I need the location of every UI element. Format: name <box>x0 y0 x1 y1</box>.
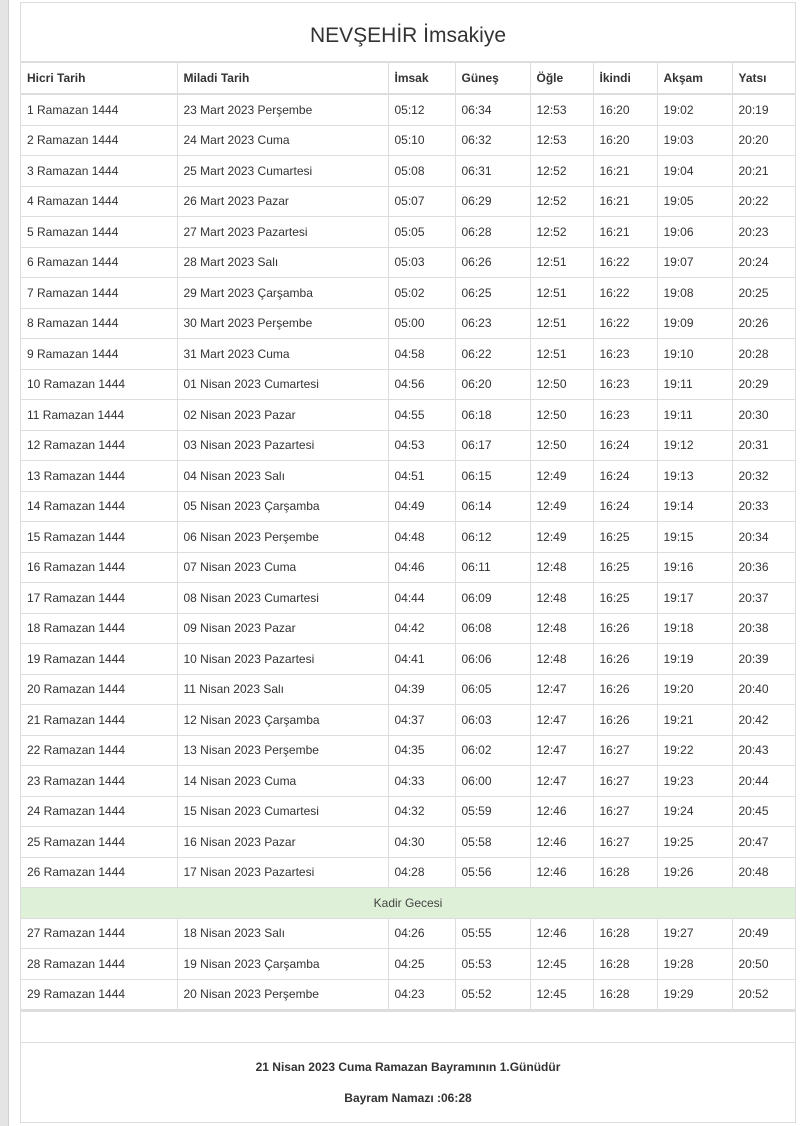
cell-imsak: 04:49 <box>388 491 455 522</box>
cell-ikindi: 16:22 <box>593 247 657 278</box>
cell-hicri-tarih: 27 Ramazan 1444 <box>21 918 177 949</box>
cell-ikindi: 16:27 <box>593 735 657 766</box>
cell-imsak: 04:25 <box>388 949 455 980</box>
cell-imsak: 04:55 <box>388 400 455 431</box>
cell-ogle: 12:46 <box>530 918 593 949</box>
cell-ikindi: 16:22 <box>593 308 657 339</box>
imsakiye-table <box>21 63 795 1010</box>
cell-ikindi: 16:24 <box>593 491 657 522</box>
cell-ogle: 12:53 <box>530 94 593 125</box>
table-row <box>21 369 795 400</box>
cell-ogle: 12:47 <box>530 766 593 797</box>
cell-miladi-tarih: 19 Nisan 2023 Çarşamba <box>177 949 388 980</box>
cell-imsak: 04:53 <box>388 430 455 461</box>
cell-yatsi: 20:30 <box>732 400 795 431</box>
cell-aksam: 19:11 <box>657 369 732 400</box>
table-row <box>21 522 795 553</box>
cell-hicri-tarih: 28 Ramazan 1444 <box>21 949 177 980</box>
cell-ikindi: 16:27 <box>593 766 657 797</box>
cell-imsak: 04:51 <box>388 461 455 492</box>
cell-yatsi: 20:48 <box>732 857 795 888</box>
cell-miladi-tarih: 31 Mart 2023 Cuma <box>177 339 388 370</box>
table-row <box>21 796 795 827</box>
cell-hicri-tarih: 11 Ramazan 1444 <box>21 400 177 431</box>
cell-hicri-tarih: 25 Ramazan 1444 <box>21 827 177 858</box>
cell-imsak: 04:35 <box>388 735 455 766</box>
cell-hicri-tarih: 20 Ramazan 1444 <box>21 674 177 705</box>
table-row <box>21 918 795 949</box>
cell-ikindi: 16:25 <box>593 522 657 553</box>
cell-ikindi: 16:25 <box>593 583 657 614</box>
table-row <box>21 766 795 797</box>
cell-miladi-tarih: 30 Mart 2023 Perşembe <box>177 308 388 339</box>
cell-ikindi: 16:23 <box>593 339 657 370</box>
cell-ogle: 12:47 <box>530 705 593 736</box>
cell-gunes: 05:59 <box>455 796 530 827</box>
cell-ikindi: 16:26 <box>593 613 657 644</box>
cell-yatsi: 20:52 <box>732 979 795 1010</box>
cell-ogle: 12:52 <box>530 156 593 187</box>
cell-hicri-tarih: 23 Ramazan 1444 <box>21 766 177 797</box>
cell-ikindi: 16:28 <box>593 918 657 949</box>
cell-miladi-tarih: 26 Mart 2023 Pazar <box>177 186 388 217</box>
cell-hicri-tarih: 3 Ramazan 1444 <box>21 156 177 187</box>
cell-imsak: 04:46 <box>388 552 455 583</box>
kadir-gecesi-row <box>21 888 795 919</box>
cell-ikindi: 16:26 <box>593 644 657 675</box>
cell-miladi-tarih: 08 Nisan 2023 Cumartesi <box>177 583 388 614</box>
cell-gunes: 06:26 <box>455 247 530 278</box>
table-row <box>21 308 795 339</box>
cell-gunes: 06:05 <box>455 674 530 705</box>
cell-gunes: 06:22 <box>455 339 530 370</box>
cell-ikindi: 16:28 <box>593 949 657 980</box>
cell-hicri-tarih: 5 Ramazan 1444 <box>21 217 177 248</box>
cell-gunes: 06:11 <box>455 552 530 583</box>
cell-yatsi: 20:43 <box>732 735 795 766</box>
cell-hicri-tarih: 4 Ramazan 1444 <box>21 186 177 217</box>
cell-ikindi: 16:23 <box>593 369 657 400</box>
cell-ogle: 12:50 <box>530 400 593 431</box>
cell-gunes: 06:03 <box>455 705 530 736</box>
cell-hicri-tarih: 8 Ramazan 1444 <box>21 308 177 339</box>
cell-gunes: 06:34 <box>455 94 530 125</box>
cell-ogle: 12:49 <box>530 522 593 553</box>
cell-aksam: 19:27 <box>657 918 732 949</box>
cell-yatsi: 20:29 <box>732 369 795 400</box>
cell-ogle: 12:46 <box>530 796 593 827</box>
cell-yatsi: 20:36 <box>732 552 795 583</box>
cell-yatsi: 20:39 <box>732 644 795 675</box>
cell-miladi-tarih: 23 Mart 2023 Perşembe <box>177 94 388 125</box>
cell-yatsi: 20:19 <box>732 94 795 125</box>
cell-aksam: 19:17 <box>657 583 732 614</box>
cell-aksam: 19:13 <box>657 461 732 492</box>
cell-miladi-tarih: 04 Nisan 2023 Salı <box>177 461 388 492</box>
cell-aksam: 19:21 <box>657 705 732 736</box>
cell-hicri-tarih: 18 Ramazan 1444 <box>21 613 177 644</box>
table-row <box>21 735 795 766</box>
cell-yatsi: 20:26 <box>732 308 795 339</box>
cell-ogle: 12:47 <box>530 674 593 705</box>
cell-yatsi: 20:38 <box>732 613 795 644</box>
cell-ogle: 12:49 <box>530 461 593 492</box>
table-row <box>21 857 795 888</box>
cell-miladi-tarih: 10 Nisan 2023 Pazartesi <box>177 644 388 675</box>
cell-yatsi: 20:42 <box>732 705 795 736</box>
cell-yatsi: 20:40 <box>732 674 795 705</box>
cell-ogle: 12:51 <box>530 247 593 278</box>
cell-gunes: 05:58 <box>455 827 530 858</box>
cell-ikindi: 16:28 <box>593 857 657 888</box>
cell-hicri-tarih: 2 Ramazan 1444 <box>21 125 177 156</box>
cell-ikindi: 16:24 <box>593 430 657 461</box>
cell-miladi-tarih: 07 Nisan 2023 Cuma <box>177 552 388 583</box>
cell-aksam: 19:10 <box>657 339 732 370</box>
cell-miladi-tarih: 29 Mart 2023 Çarşamba <box>177 278 388 309</box>
bayram-day-text: 21 Nisan 2023 Cuma Ramazan Bayramının 1.Günüdür <box>255 1060 561 1074</box>
table-row <box>21 217 795 248</box>
cell-miladi-tarih: 01 Nisan 2023 Cumartesi <box>177 369 388 400</box>
cell-miladi-tarih: 28 Mart 2023 Salı <box>177 247 388 278</box>
cell-aksam: 19:28 <box>657 949 732 980</box>
table-row <box>21 430 795 461</box>
table-row <box>21 613 795 644</box>
cell-aksam: 19:11 <box>657 400 732 431</box>
cell-miladi-tarih: 24 Mart 2023 Cuma <box>177 125 388 156</box>
cell-ogle: 12:45 <box>530 949 593 980</box>
cell-yatsi: 20:50 <box>732 949 795 980</box>
cell-ogle: 12:48 <box>530 613 593 644</box>
cell-hicri-tarih: 22 Ramazan 1444 <box>21 735 177 766</box>
cell-ikindi: 16:26 <box>593 674 657 705</box>
cell-gunes: 06:02 <box>455 735 530 766</box>
cell-imsak: 05:08 <box>388 156 455 187</box>
cell-hicri-tarih: 24 Ramazan 1444 <box>21 796 177 827</box>
cell-ikindi: 16:21 <box>593 217 657 248</box>
cell-ogle: 12:52 <box>530 186 593 217</box>
cell-gunes: 06:09 <box>455 583 530 614</box>
table-row <box>21 461 795 492</box>
cell-aksam: 19:29 <box>657 979 732 1010</box>
table-row <box>21 705 795 736</box>
cell-miladi-tarih: 11 Nisan 2023 Salı <box>177 674 388 705</box>
table-header-row <box>21 63 795 94</box>
cell-gunes: 06:23 <box>455 308 530 339</box>
cell-yatsi: 20:47 <box>732 827 795 858</box>
cell-imsak: 04:26 <box>388 918 455 949</box>
table-row <box>21 400 795 431</box>
cell-gunes: 06:15 <box>455 461 530 492</box>
cell-miladi-tarih: 14 Nisan 2023 Cuma <box>177 766 388 797</box>
cell-miladi-tarih: 12 Nisan 2023 Çarşamba <box>177 705 388 736</box>
cell-aksam: 19:16 <box>657 552 732 583</box>
cell-miladi-tarih: 17 Nisan 2023 Pazartesi <box>177 857 388 888</box>
cell-ogle: 12:47 <box>530 735 593 766</box>
cell-gunes: 06:18 <box>455 400 530 431</box>
cell-ogle: 12:51 <box>530 308 593 339</box>
cell-imsak: 04:58 <box>388 339 455 370</box>
cell-yatsi: 20:23 <box>732 217 795 248</box>
cell-imsak: 04:32 <box>388 796 455 827</box>
cell-miladi-tarih: 25 Mart 2023 Cumartesi <box>177 156 388 187</box>
cell-gunes: 06:28 <box>455 217 530 248</box>
cell-gunes: 06:06 <box>455 644 530 675</box>
cell-gunes: 06:31 <box>455 156 530 187</box>
table-row <box>21 186 795 217</box>
kadir-gecesi-label: Kadir Gecesi <box>21 888 795 919</box>
cell-ikindi: 16:26 <box>593 705 657 736</box>
cell-aksam: 19:19 <box>657 644 732 675</box>
column-header-gunes: Güneş <box>455 63 530 94</box>
cell-miladi-tarih: 16 Nisan 2023 Pazar <box>177 827 388 858</box>
cell-ikindi: 16:20 <box>593 125 657 156</box>
cell-yatsi: 20:25 <box>732 278 795 309</box>
cell-aksam: 19:05 <box>657 186 732 217</box>
page-title: NEVŞEHİR İmsakiye <box>21 3 795 63</box>
cell-gunes: 05:55 <box>455 918 530 949</box>
cell-aksam: 19:20 <box>657 674 732 705</box>
cell-hicri-tarih: 9 Ramazan 1444 <box>21 339 177 370</box>
column-header-miladi-tarih: Miladi Tarih <box>177 63 388 94</box>
cell-hicri-tarih: 17 Ramazan 1444 <box>21 583 177 614</box>
table-row <box>21 949 795 980</box>
cell-hicri-tarih: 10 Ramazan 1444 <box>21 369 177 400</box>
cell-ogle: 12:48 <box>530 644 593 675</box>
cell-yatsi: 20:33 <box>732 491 795 522</box>
cell-gunes: 05:56 <box>455 857 530 888</box>
cell-imsak: 04:37 <box>388 705 455 736</box>
table-row <box>21 827 795 858</box>
cell-imsak: 04:56 <box>388 369 455 400</box>
cell-ikindi: 16:27 <box>593 827 657 858</box>
imsakiye-panel <box>20 2 796 1123</box>
cell-ikindi: 16:23 <box>593 400 657 431</box>
cell-yatsi: 20:45 <box>732 796 795 827</box>
cell-ogle: 12:46 <box>530 827 593 858</box>
cell-imsak: 05:02 <box>388 278 455 309</box>
cell-hicri-tarih: 12 Ramazan 1444 <box>21 430 177 461</box>
cell-aksam: 19:04 <box>657 156 732 187</box>
cell-hicri-tarih: 13 Ramazan 1444 <box>21 461 177 492</box>
cell-aksam: 19:02 <box>657 94 732 125</box>
cell-imsak: 04:23 <box>388 979 455 1010</box>
cell-imsak: 04:48 <box>388 522 455 553</box>
cell-hicri-tarih: 16 Ramazan 1444 <box>21 552 177 583</box>
cell-ikindi: 16:22 <box>593 278 657 309</box>
table-row <box>21 552 795 583</box>
column-header-hicri-tarih: Hicri Tarih <box>21 63 177 94</box>
cell-ogle: 12:49 <box>530 491 593 522</box>
column-header-ogle: Öğle <box>530 63 593 94</box>
cell-imsak: 05:03 <box>388 247 455 278</box>
table-row <box>21 979 795 1010</box>
table-row <box>21 644 795 675</box>
cell-imsak: 04:42 <box>388 613 455 644</box>
cell-gunes: 06:32 <box>455 125 530 156</box>
table-row <box>21 125 795 156</box>
cell-aksam: 19:09 <box>657 308 732 339</box>
cell-gunes: 06:20 <box>455 369 530 400</box>
cell-ogle: 12:48 <box>530 583 593 614</box>
table-row <box>21 247 795 278</box>
cell-gunes: 05:53 <box>455 949 530 980</box>
cell-ikindi: 16:25 <box>593 552 657 583</box>
cell-yatsi: 20:49 <box>732 918 795 949</box>
cell-miladi-tarih: 09 Nisan 2023 Pazar <box>177 613 388 644</box>
cell-aksam: 19:06 <box>657 217 732 248</box>
cell-hicri-tarih: 19 Ramazan 1444 <box>21 644 177 675</box>
cell-hicri-tarih: 26 Ramazan 1444 <box>21 857 177 888</box>
cell-yatsi: 20:20 <box>732 125 795 156</box>
cell-aksam: 19:23 <box>657 766 732 797</box>
table-row <box>21 278 795 309</box>
cell-ikindi: 16:21 <box>593 156 657 187</box>
table-row <box>21 156 795 187</box>
cell-hicri-tarih: 7 Ramazan 1444 <box>21 278 177 309</box>
cell-yatsi: 20:31 <box>732 430 795 461</box>
column-header-ikindi: İkindi <box>593 63 657 94</box>
cell-imsak: 05:10 <box>388 125 455 156</box>
cell-miladi-tarih: 15 Nisan 2023 Cumartesi <box>177 796 388 827</box>
cell-ogle: 12:51 <box>530 339 593 370</box>
cell-aksam: 19:18 <box>657 613 732 644</box>
cell-ikindi: 16:27 <box>593 796 657 827</box>
column-header-aksam: Akşam <box>657 63 732 94</box>
cell-gunes: 06:00 <box>455 766 530 797</box>
cell-yatsi: 20:22 <box>732 186 795 217</box>
table-row <box>21 94 795 125</box>
cell-hicri-tarih: 15 Ramazan 1444 <box>21 522 177 553</box>
cell-ogle: 12:50 <box>530 369 593 400</box>
cell-imsak: 05:05 <box>388 217 455 248</box>
cell-aksam: 19:24 <box>657 796 732 827</box>
cell-hicri-tarih: 21 Ramazan 1444 <box>21 705 177 736</box>
cell-ogle: 12:51 <box>530 278 593 309</box>
bayram-namazi-text: Bayram Namazı :06:28 <box>344 1091 472 1105</box>
cell-ogle: 12:45 <box>530 979 593 1010</box>
table-row <box>21 491 795 522</box>
cell-gunes: 05:52 <box>455 979 530 1010</box>
cell-imsak: 05:07 <box>388 186 455 217</box>
cell-imsak: 04:44 <box>388 583 455 614</box>
cell-miladi-tarih: 27 Mart 2023 Pazartesi <box>177 217 388 248</box>
cell-yatsi: 20:28 <box>732 339 795 370</box>
cell-yatsi: 20:34 <box>732 522 795 553</box>
cell-aksam: 19:22 <box>657 735 732 766</box>
blank-row <box>21 1010 795 1043</box>
cell-aksam: 19:25 <box>657 827 732 858</box>
table-row <box>21 339 795 370</box>
cell-imsak: 04:39 <box>388 674 455 705</box>
cell-miladi-tarih: 06 Nisan 2023 Perşembe <box>177 522 388 553</box>
cell-ogle: 12:46 <box>530 857 593 888</box>
cell-aksam: 19:08 <box>657 278 732 309</box>
table-row <box>21 583 795 614</box>
column-header-imsak: İmsak <box>388 63 455 94</box>
cell-miladi-tarih: 18 Nisan 2023 Salı <box>177 918 388 949</box>
cell-gunes: 06:25 <box>455 278 530 309</box>
cell-imsak: 05:12 <box>388 94 455 125</box>
cell-yatsi: 20:32 <box>732 461 795 492</box>
cell-hicri-tarih: 29 Ramazan 1444 <box>21 979 177 1010</box>
cell-hicri-tarih: 6 Ramazan 1444 <box>21 247 177 278</box>
cell-miladi-tarih: 05 Nisan 2023 Çarşamba <box>177 491 388 522</box>
cell-imsak: 04:33 <box>388 766 455 797</box>
cell-aksam: 19:07 <box>657 247 732 278</box>
cell-miladi-tarih: 02 Nisan 2023 Pazar <box>177 400 388 431</box>
cell-aksam: 19:26 <box>657 857 732 888</box>
cell-ikindi: 16:24 <box>593 461 657 492</box>
cell-yatsi: 20:44 <box>732 766 795 797</box>
cell-aksam: 19:15 <box>657 522 732 553</box>
table-row <box>21 674 795 705</box>
bayram-info <box>21 1043 795 1123</box>
cell-yatsi: 20:37 <box>732 583 795 614</box>
cell-ogle: 12:50 <box>530 430 593 461</box>
cell-ikindi: 16:20 <box>593 94 657 125</box>
page-left-edge <box>0 0 9 1126</box>
cell-gunes: 06:14 <box>455 491 530 522</box>
cell-ikindi: 16:28 <box>593 979 657 1010</box>
cell-yatsi: 20:21 <box>732 156 795 187</box>
cell-miladi-tarih: 03 Nisan 2023 Pazartesi <box>177 430 388 461</box>
cell-imsak: 05:00 <box>388 308 455 339</box>
cell-aksam: 19:12 <box>657 430 732 461</box>
cell-gunes: 06:17 <box>455 430 530 461</box>
cell-ogle: 12:48 <box>530 552 593 583</box>
cell-hicri-tarih: 14 Ramazan 1444 <box>21 491 177 522</box>
cell-gunes: 06:12 <box>455 522 530 553</box>
cell-aksam: 19:03 <box>657 125 732 156</box>
cell-ogle: 12:52 <box>530 217 593 248</box>
cell-aksam: 19:14 <box>657 491 732 522</box>
cell-miladi-tarih: 13 Nisan 2023 Perşembe <box>177 735 388 766</box>
column-header-yatsi: Yatsı <box>732 63 795 94</box>
cell-gunes: 06:08 <box>455 613 530 644</box>
cell-hicri-tarih: 1 Ramazan 1444 <box>21 94 177 125</box>
cell-ogle: 12:53 <box>530 125 593 156</box>
cell-imsak: 04:28 <box>388 857 455 888</box>
cell-yatsi: 20:24 <box>732 247 795 278</box>
cell-imsak: 04:41 <box>388 644 455 675</box>
cell-imsak: 04:30 <box>388 827 455 858</box>
cell-ikindi: 16:21 <box>593 186 657 217</box>
cell-miladi-tarih: 20 Nisan 2023 Perşembe <box>177 979 388 1010</box>
cell-gunes: 06:29 <box>455 186 530 217</box>
